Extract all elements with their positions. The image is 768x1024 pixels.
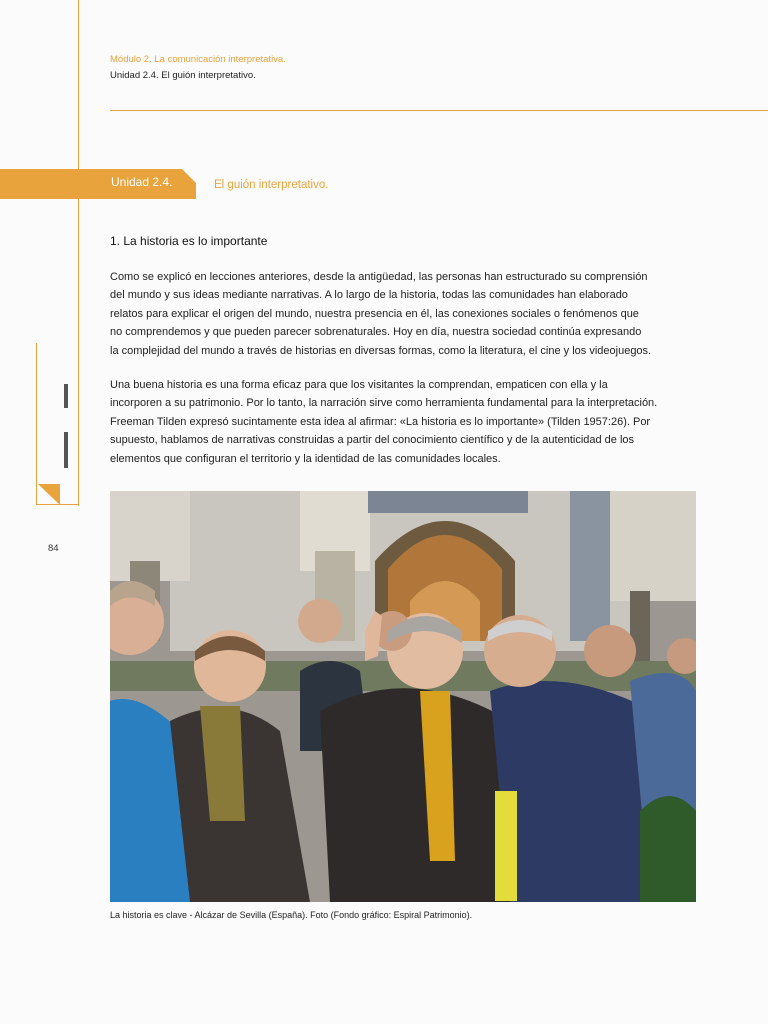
paragraph-line: incorporen a su patrimonio. Por lo tanto, la narración sirve como herramienta fundamental para la interpretación. <box>110 397 658 410</box>
left-margin-line-top <box>78 0 79 170</box>
running-header-module: Módulo 2. La comunicación interpretativa. <box>110 54 286 65</box>
group-photo-alcazar <box>110 491 696 902</box>
paragraph-line: elementos que configuran el territorio y la identidad de las comunidades locales. <box>110 452 501 465</box>
paragraph-line: Una buena historia es una forma eficaz para que los visitantes la comprendan, empaticen con ella y la <box>110 379 608 391</box>
figure-caption: La historia es clave - Alcázar de Sevilla (España). Foto (Fondo gráfico: Espiral Patrimonio). <box>110 910 473 920</box>
paragraph-line: del mundo y sus ideas mediante narrativas. A lo largo de la historia, todas las comunidades han elaborado <box>110 289 628 302</box>
left-margin-line-middle <box>78 198 79 506</box>
paragraph-2 <box>110 376 710 468</box>
paragraph-line: Como se explicó en lecciones anteriores, desde la antigüedad, las personas han estructurado su comprensión <box>110 271 648 283</box>
paragraph-line: Freeman Tilden expresó sucintamente esta idea al afirmar: «La historia es lo importante» (Tilden 1957:26). Por <box>110 415 651 428</box>
unit-title: El guión interpretativo. <box>214 179 329 191</box>
side-margin-box <box>36 343 78 505</box>
unit-band-label: Unidad 2.4. <box>111 175 173 189</box>
photo-illustration <box>110 491 696 902</box>
header-rule <box>110 110 768 111</box>
paragraph-line: supuesto, hablamos de narrativas construidas a partir del conocimiento científico y de la autenticidad de los <box>110 434 635 447</box>
paragraph-line: la complejidad del mundo a través de historias en diversas formas, como la literatura, el cine y los videojuegos. <box>110 344 652 357</box>
running-header-unit: Unidad 2.4. El guión interpretativo. <box>110 70 256 81</box>
paragraph-line: relatos para explicar el origen del mundo, nuestra presencia en él, las conexiones sociales o fenómenos que <box>110 307 639 320</box>
section-heading: 1. La historia es lo importante <box>110 234 268 248</box>
side-vertical-mark <box>64 432 68 468</box>
side-vertical-mark <box>64 384 68 408</box>
paragraph-line: no comprendemos y que pueden parecer sobrenaturales. Hoy en día, nuestra sociedad continúa expresando <box>110 326 642 339</box>
paragraph-1 <box>110 268 710 360</box>
page-number: 84 <box>48 543 59 554</box>
